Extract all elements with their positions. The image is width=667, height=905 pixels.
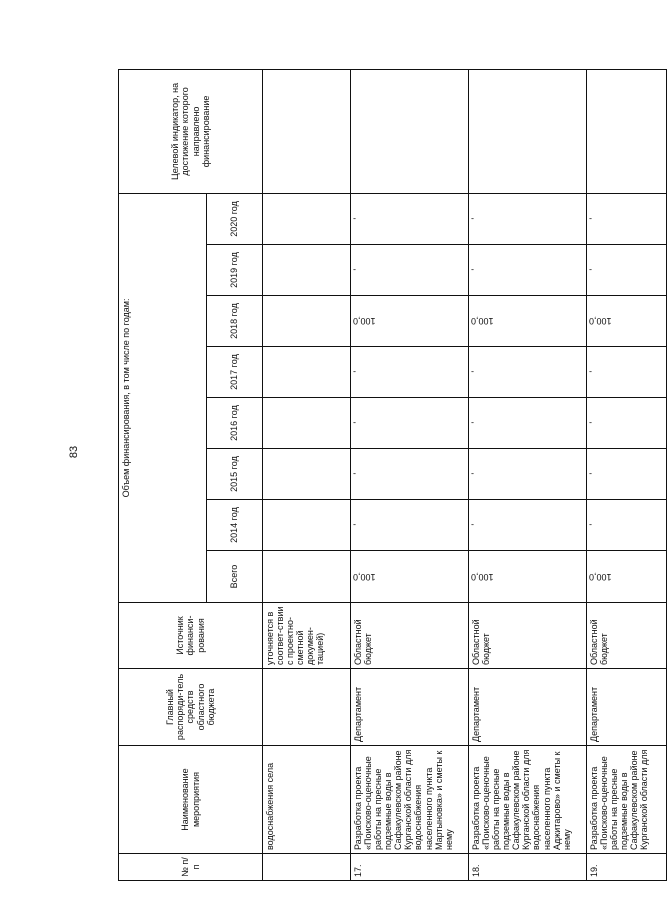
header-year-2015: 2015 год [207,449,263,500]
row-name: Разработка проекта «Поисково-оценочные работы на пресные подземные воды в Сафакулевском районе Курганской области для водоснабжения населенного пункта Мартыновка» и сметы к нему [351,746,469,854]
page-number: 83 [68,445,80,459]
header-source: Источник финанси-рования [119,603,263,669]
table-row-continuation [263,69,351,880]
header-name: Наименование мероприятия [119,746,263,854]
row-2015: - [589,469,592,480]
row-2017: - [471,367,474,378]
table-row [469,69,587,880]
row-2016: - [353,418,356,429]
row-manager: Департамент [587,669,667,746]
row-manager: Департамент [351,669,469,746]
row-2014: - [471,520,474,531]
funding-table [118,69,667,881]
row-2018: 100,0 [471,316,494,327]
row-2020: - [589,214,592,224]
row-indicator [587,69,667,193]
row-total: 100,0 [589,571,612,582]
header-year-2017: 2017 год [207,347,263,398]
row-2015: - [353,469,356,480]
header-year-2016: 2016 год [207,398,263,449]
row-2020: - [471,214,474,224]
rotated-table-wrapper [118,70,650,881]
row-indicator [351,69,469,193]
header-total: Всего [207,551,263,603]
row-2019: - [353,265,356,276]
row-num: 18. [469,854,587,881]
header-num: № п/п [119,854,263,881]
continuation-source: уточняется в соответ-ствии с проектно-сметной докумен-тацией) [263,603,351,669]
row-manager: Департамент [469,669,587,746]
row-2014: - [353,520,356,531]
row-2016: - [471,418,474,429]
table-row [351,69,469,880]
header-indicator: Целевой индикатор, на достижение которого направлено финансирование [119,69,263,193]
header-year-2020: 2020 год [207,193,263,244]
row-name: Разработка проекта «Поисково-оценочные работы на пресные подземные воды в Сафакулевском районе Курганской области для водоснабжения населенного пункта Аджитарово» и сметы к нему [469,746,587,854]
row-2019: - [589,265,592,276]
row-2020: - [353,214,356,224]
row-num: 17. [351,854,469,881]
header-manager: Главный распоряди-тель средств областного бюджета [119,669,263,746]
row-2015: - [471,469,474,480]
row-2018: 100,0 [353,316,376,327]
header-year-2018: 2018 год [207,296,263,347]
continuation-name: водоснабжения села [263,746,351,854]
row-2017: - [353,367,356,378]
table-row [587,69,667,880]
row-2019: - [471,265,474,276]
header-year-2014: 2014 год [207,500,263,551]
row-total: 100,0 [353,571,376,582]
row-name: Разработка проекта «Поисково-оценочные работы на пресные подземные воды в Сафакулевском районе Курганской области для [587,746,667,854]
row-2018: 100,0 [589,316,612,327]
row-source: Областной бюджет [469,603,587,669]
row-num: 19. [587,854,667,881]
row-2016: - [589,418,592,429]
header-volume: Объем финансирования, в том числе по годам: [119,193,207,602]
row-indicator [469,69,587,193]
row-source: Областной бюджет [587,603,667,669]
row-total: 100,0 [471,571,494,582]
row-source: Областной бюджет [351,603,469,669]
row-2017: - [589,367,592,378]
row-2014: - [589,520,592,531]
header-year-2019: 2019 год [207,245,263,296]
